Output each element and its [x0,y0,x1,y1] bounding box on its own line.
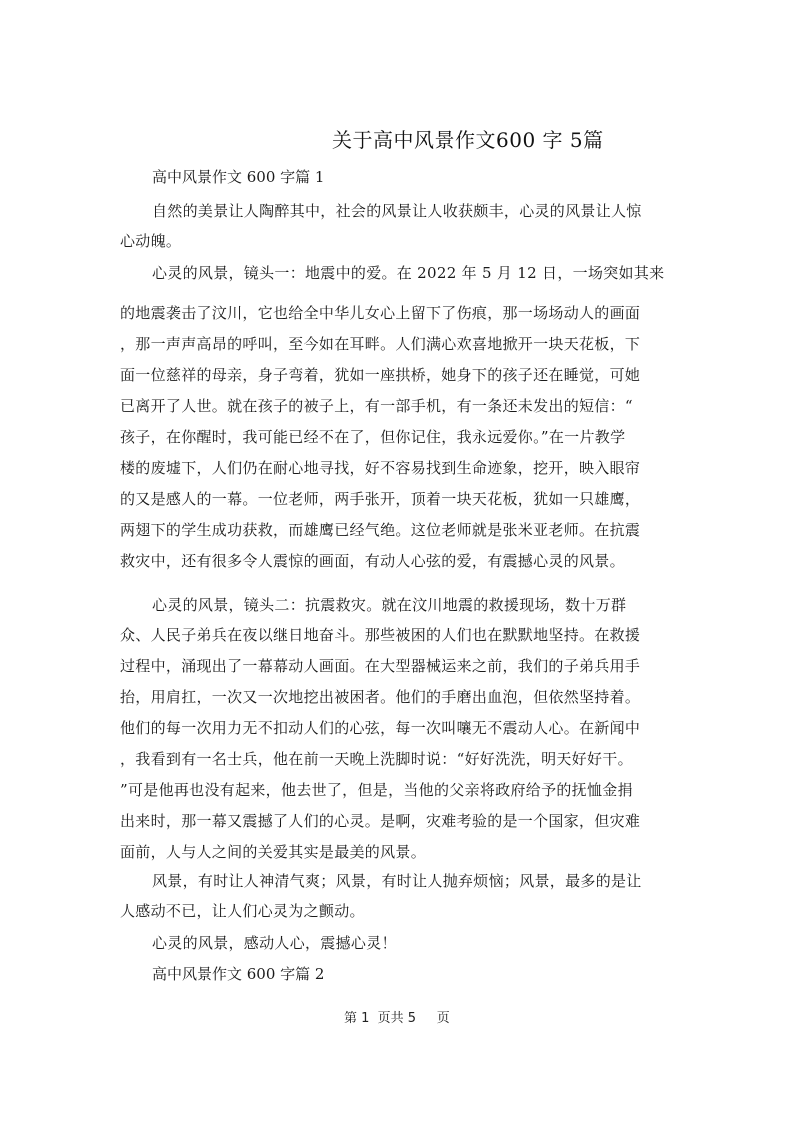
paragraph-line: ”可是他再也没有起来，他去世了，但是，当他的父亲将政府给予的抚恤金捐 [120,781,633,799]
page-footer [344,1007,450,1026]
paragraph-line: 两翅下的学生成功获救，而雄鹰已经气绝。这位老师就是张米亚老师。在抗震 [120,521,641,539]
paragraph-line: 心动魄。 [120,232,182,250]
paragraph-line: 风景，有时让人神清气爽；风景，有时让人抛弃烦恼；风景，最多的是让 [152,872,642,890]
paragraph-line: 的又是感人的一幕。一位老师，两手张开，顶着一块天花板，犹如一只雄鹰， [120,490,641,508]
document-title: 关于高中风景作文600 字 5篇 [332,128,604,152]
paragraph-line: 心灵的风景，镜头一：地震中的爱。在 2022 年 5 月 12 日，一场突如其来 [152,264,665,282]
paragraph-line: 孩子，在你醒时，我可能已经不在了，但你记住，我永远爱你。”在一片教学 [120,428,626,446]
paragraph-line: 心灵的风景，镜头二：抗震救灾。就在汶川地震的救援现场，数十万群 [152,596,627,614]
section-heading-2: 高中风景作文 600 字篇 2 [152,965,325,983]
paragraph-line: ，那一声声高昂的呼叫，至今如在耳畔。人们满心欢喜地掀开一块天花板，下 [120,335,641,353]
paragraph-line: 出来时，那一幕又震撼了人们的心灵。是啊，灾难考验的是一个国家，但灾难 [120,812,641,830]
paragraph-line: 过程中，涌现出了一幕幕动人画面。在大型器械运来之前，我们的子弟兵用手 [120,657,641,675]
page-number-suffix: 页 [436,1011,450,1026]
paragraph-line: 人感动不已，让人们心灵为之颤动。 [120,902,365,920]
paragraph-line: 众、人民子弟兵在夜以继日地奋斗。那些被困的人们也在默默地坚持。在救援 [120,626,641,644]
paragraph-line: 已离开了人世。就在孩子的被子上，有一部手机，有一条还未发出的短信：“ [120,397,633,415]
section-heading-1: 高中风景作文 600 字篇 1 [152,168,325,186]
paragraph-line: 救灾中，还有很多令人震惊的画面，有动人心弦的爱，有震撼心灵的风景。 [120,552,625,570]
paragraph-line: 抬，用肩扛，一次又一次地挖出被困者。他们的手磨出血泡，但依然坚持着。 [120,688,641,706]
paragraph-line: 面前，人与人之间的关爱其实是最美的风景。 [120,843,427,861]
paragraph-line: 自然的美景让人陶醉其中，社会的风景让人收获颇丰，心灵的风景让人惊 [152,202,642,220]
paragraph-line: 他们的每一次用力无不扣动人们的心弦，每一次叫嚷无不震动人心。在新闻中 [120,719,641,737]
page-number-label: 第 1 页共 5 [344,1011,417,1026]
paragraph-line: 的地震袭击了汶川，它也给全中华儿女心上留下了伤痕，那一场场动人的画面 [120,304,641,322]
paragraph-line: 面一位慈祥的母亲，身子弯着，犹如一座拱桥，她身下的孩子还在睡觉，可她 [120,366,641,384]
paragraph-line: 楼的废墟下，人们仍在耐心地寻找，好不容易找到生命迹象，挖开，映入眼帘 [120,459,641,477]
paragraph-line: ，我看到有一名士兵，他在前一天晚上洗脚时说：“好好洗洗，明天好好干。 [120,750,633,768]
paragraph-line: 心灵的风景，感动人心，震撼心灵！ [152,934,397,952]
